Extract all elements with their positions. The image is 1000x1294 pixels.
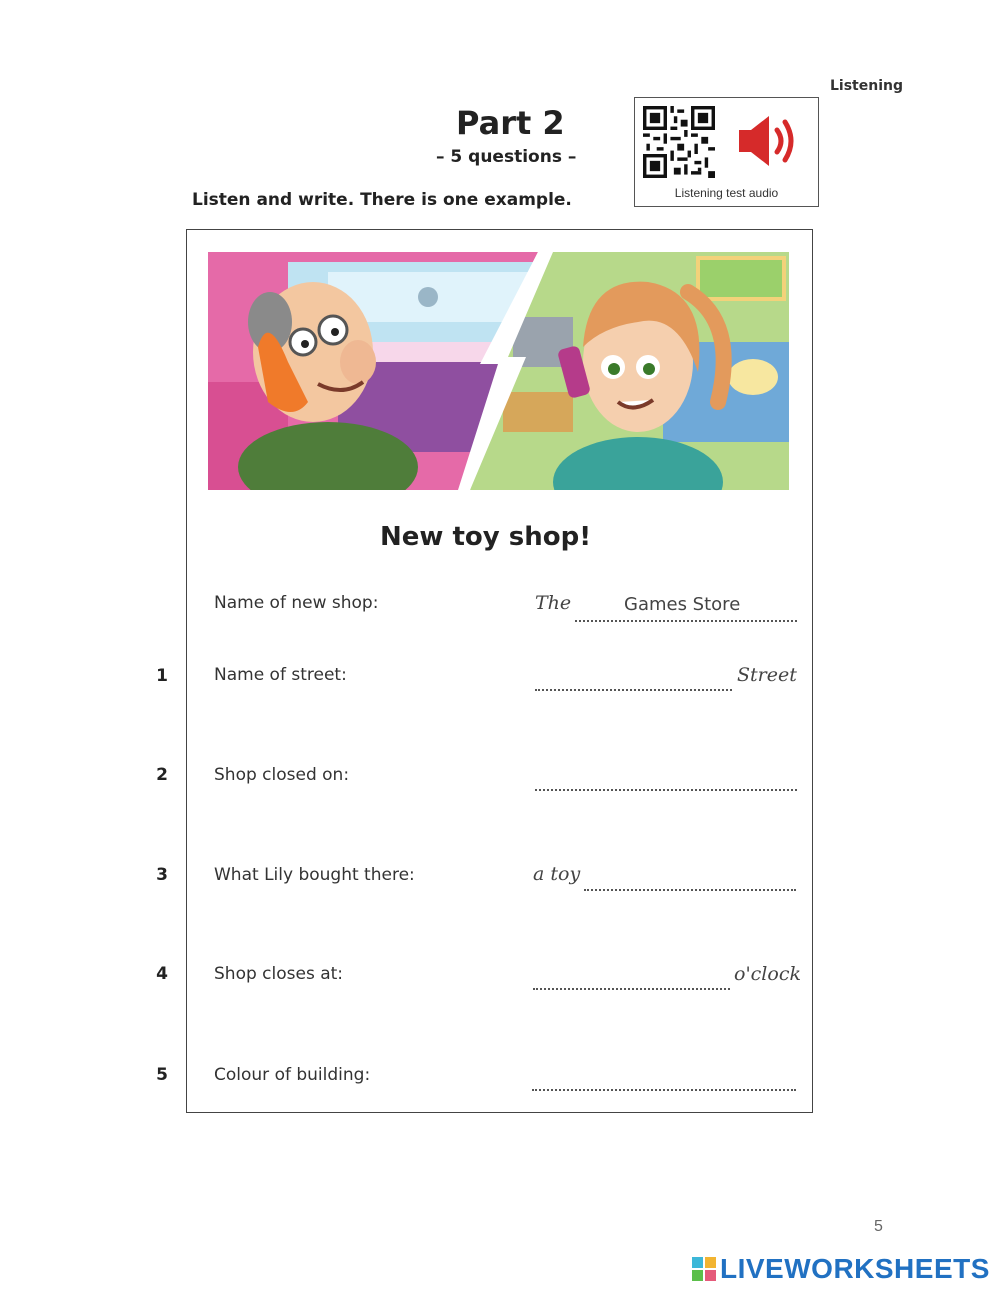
question-number: 5 xyxy=(156,1065,168,1085)
answer-field-4[interactable] xyxy=(533,988,730,990)
answer-field-5[interactable] xyxy=(532,1089,796,1091)
page-number: 5 xyxy=(874,1218,883,1235)
section-label: Listening xyxy=(830,78,903,94)
question-number: 1 xyxy=(156,666,168,686)
instructions: Listen and write. There is one example. xyxy=(192,190,572,210)
liveworksheets-logo-icon xyxy=(692,1257,716,1281)
question-number: 3 xyxy=(156,865,168,885)
form-title: New toy shop! xyxy=(380,522,592,552)
audio-widget[interactable] xyxy=(634,97,819,207)
brand-logo[interactable] xyxy=(692,1252,990,1286)
speaker-icon[interactable] xyxy=(735,110,801,172)
answer-suffix: Street xyxy=(737,664,797,686)
phone-call-illustration xyxy=(208,252,789,490)
example-answer-line xyxy=(575,620,797,622)
part-subtitle: – 5 questions – xyxy=(436,147,577,167)
answer-suffix: o'clock xyxy=(734,963,801,985)
answer-prefix: a toy xyxy=(533,863,581,885)
example-prefix: The xyxy=(535,592,572,614)
question-label: Name of street: xyxy=(214,665,347,685)
part-title: Part 2 xyxy=(456,104,565,142)
answer-field-2[interactable] xyxy=(535,789,797,791)
qr-code-icon xyxy=(643,106,715,178)
question-label: Colour of building: xyxy=(214,1065,371,1085)
brand-name: LIVEWORKSHEETS xyxy=(720,1253,990,1284)
question-label: Shop closed on: xyxy=(214,765,350,785)
question-label: What Lily bought there: xyxy=(214,865,415,885)
example-answer: Games Store xyxy=(624,594,741,615)
answer-field-3[interactable] xyxy=(584,889,796,891)
question-number: 4 xyxy=(156,964,168,984)
question-label: Shop closes at: xyxy=(214,964,344,984)
example-label: Name of new shop: xyxy=(214,593,379,613)
answer-field-1[interactable] xyxy=(535,689,732,691)
question-number: 2 xyxy=(156,765,168,785)
audio-caption: Listening test audio xyxy=(674,186,779,200)
